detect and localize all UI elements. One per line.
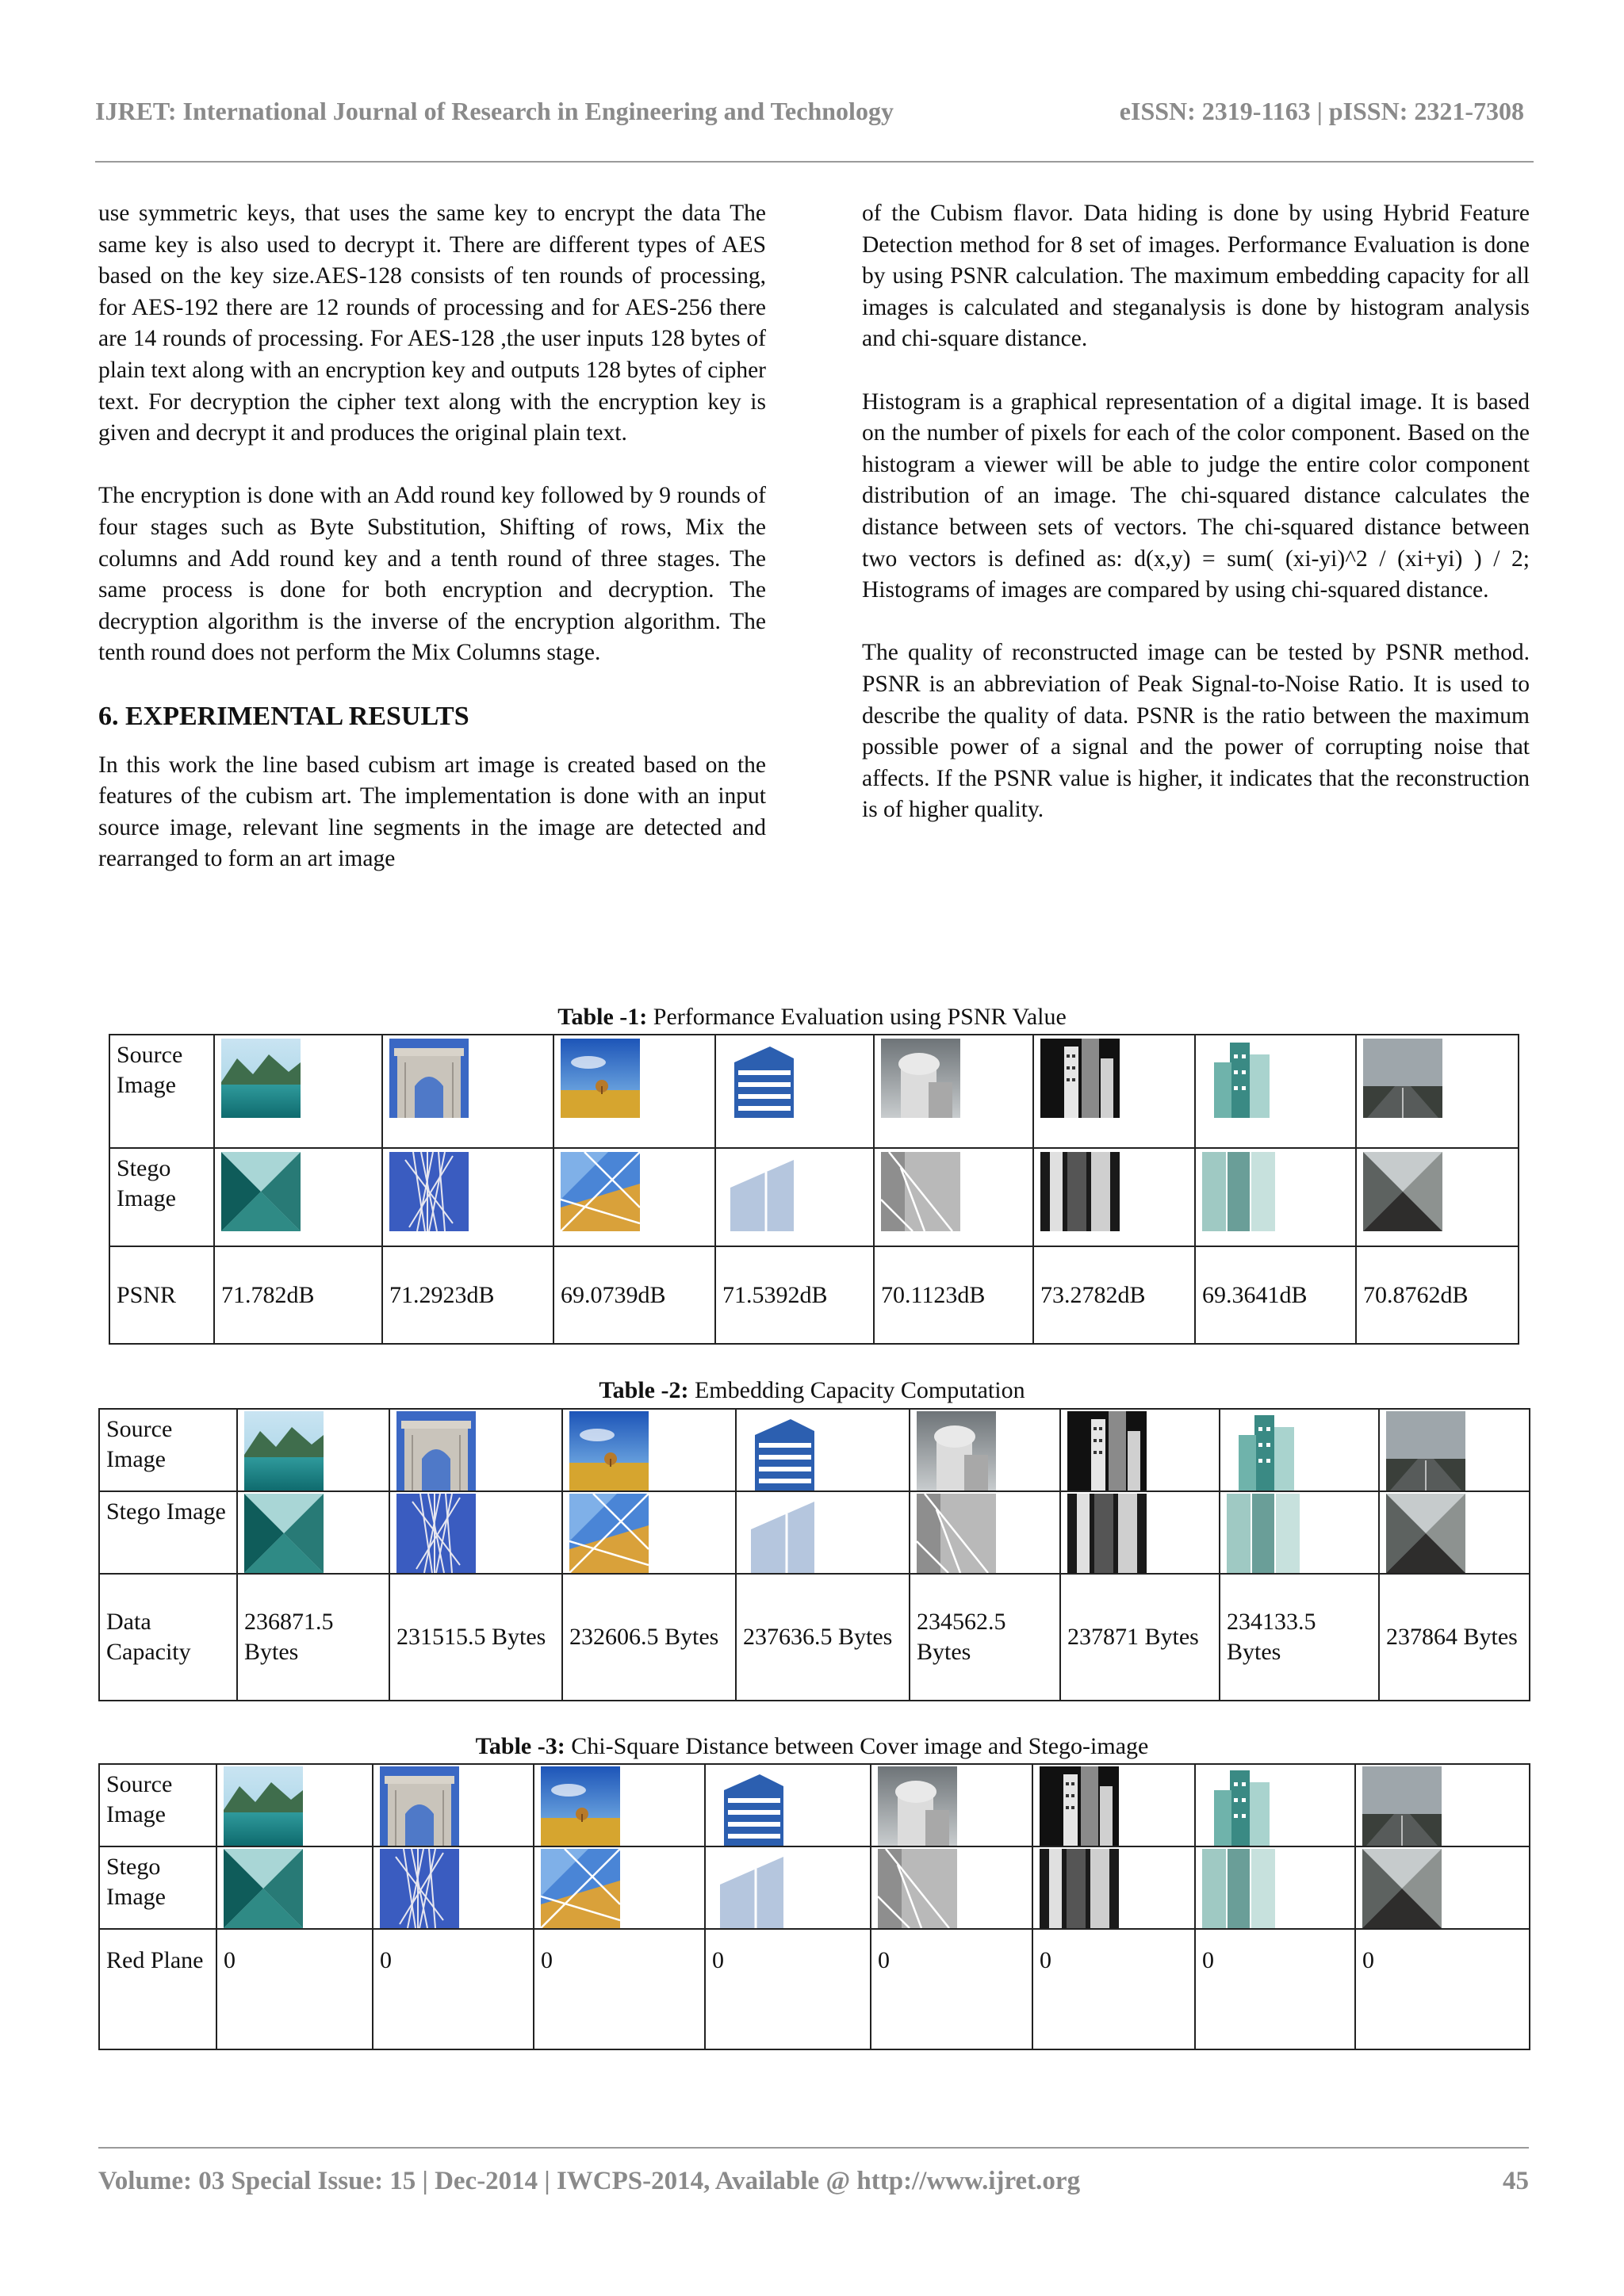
row-label: Source Image: [99, 1764, 216, 1846]
stego-image-field: [541, 1849, 620, 1928]
paragraph-aes-rounds: use symmetric keys, that uses the same key to encrypt the data The same key is also used to decrypt it. There are different types of AES based on the key size.AES-128 consists of ten rounds of processing, for AES-192 there are 12 rounds of processing and for AES-256 there are 14 rounds of processing. For AES-128 ,the user inputs 128 bytes of plain text along with an encryption key and outputs 128 bytes of cipher text. For decryption the cipher text along with the encryption key is given and decrypt it and produces the original plain text.: [98, 201, 766, 446]
capacity-value: 237864 Bytes: [1379, 1574, 1530, 1701]
table-row: [109, 1035, 1519, 1148]
stego-image-teal-tower: [1227, 1494, 1306, 1573]
capacity-value: 232606.5 Bytes: [562, 1574, 736, 1701]
paragraph-histogram: Histogram is a graphical representation of a digital image. It is based on the number of pixels for each of the color component. Based on the histogram a viewer will be able to judge the entire color component distribution of an image. The chi-squared distance calculates the distance between sets of vectors. The chi-squared distance between two vectors is defined as: d(x,y) = sum( (xi-yi)^2 / (xi+yi) ) / 2; Histograms of images are compared by using chi-squared distance.: [862, 388, 1530, 603]
psnr-value: 70.1123dB: [874, 1246, 1033, 1344]
stego-image-bw-tower: [1040, 1152, 1120, 1231]
stego-image-road: [1362, 1849, 1442, 1928]
source-image-field: [541, 1766, 620, 1846]
stego-image-bw-tower: [1067, 1494, 1147, 1573]
psnr-value: 71.782dB: [214, 1246, 382, 1344]
stego-image-lake: [224, 1849, 303, 1928]
section-heading: 6. EXPERIMENTAL RESULTS: [98, 701, 469, 731]
chi-square-value: 0: [373, 1929, 534, 2049]
source-image-teal-tower: [1227, 1411, 1306, 1490]
stego-image-arch: [380, 1849, 459, 1928]
stego-image-blue-building: [722, 1152, 802, 1231]
source-image-blue-building: [743, 1411, 822, 1490]
capacity-value: 237871 Bytes: [1060, 1574, 1220, 1701]
chi-square-value: 0: [871, 1929, 1032, 2049]
source-image-bw-tower: [1040, 1766, 1119, 1846]
row-label: Source Image: [99, 1409, 237, 1491]
volume-info: Volume: 03 Special Issue: 15 | Dec-2014 | IWCPS-2014, Available @ http://www.ijret.org: [98, 2167, 1081, 2195]
psnr-value: 71.5392dB: [715, 1246, 874, 1344]
stego-image-field: [561, 1152, 640, 1231]
table-row: [99, 1846, 1530, 1929]
table-row: [99, 1491, 1530, 1574]
stego-image-teal-tower: [1202, 1152, 1281, 1231]
stego-image-grey-building: [881, 1152, 960, 1231]
chi-square-value: 0: [1032, 1929, 1195, 2049]
table-1-caption: Table -1: Performance Evaluation using PSNR Value: [557, 1004, 1067, 1030]
table-row: [109, 1246, 1519, 1344]
page-number: 45: [1503, 2167, 1529, 2195]
capacity-value: 234133.5 Bytes: [1220, 1574, 1379, 1701]
source-image-field: [561, 1039, 640, 1118]
row-label: Stego Image: [109, 1148, 214, 1246]
capacity-value: 236871.5 Bytes: [237, 1574, 389, 1701]
source-image-lake: [221, 1039, 301, 1118]
stego-image-arch: [389, 1152, 469, 1231]
table-2-caption: Table -2: Embedding Capacity Computation: [599, 1377, 1025, 1403]
source-image-road: [1362, 1766, 1442, 1846]
stego-image-road: [1363, 1152, 1442, 1231]
source-image-road: [1363, 1039, 1442, 1118]
source-image-teal-tower: [1202, 1039, 1281, 1118]
source-image-blue-building: [722, 1039, 802, 1118]
header-rule: [95, 161, 1534, 163]
source-image-grey-building: [881, 1039, 960, 1118]
stego-image-arch: [396, 1494, 476, 1573]
stego-image-lake: [244, 1494, 324, 1573]
left-column: [98, 198, 766, 906]
source-image-arch: [396, 1411, 476, 1490]
stego-image-grey-building: [878, 1849, 957, 1928]
table-psnr: [109, 1034, 1519, 1345]
psnr-value: 69.3641dB: [1195, 1246, 1356, 1344]
row-label: Source Image: [109, 1035, 214, 1148]
footer-rule: [98, 2147, 1529, 2149]
stego-image-teal-tower: [1202, 1849, 1281, 1928]
source-image-teal-tower: [1202, 1766, 1281, 1846]
chi-square-value: 0: [1355, 1929, 1530, 2049]
stego-image-lake: [221, 1152, 301, 1231]
row-label: Red Plane: [99, 1929, 216, 2049]
row-label: Data Capacity: [99, 1574, 237, 1701]
source-image-bw-tower: [1040, 1039, 1120, 1118]
source-image-field: [569, 1411, 649, 1490]
chi-square-value: 0: [216, 1929, 373, 2049]
source-image-grey-building: [878, 1766, 957, 1846]
source-image-blue-building: [712, 1766, 791, 1846]
source-image-arch: [380, 1766, 459, 1846]
chi-square-value: 0: [705, 1929, 871, 2049]
psnr-value: 70.8762dB: [1356, 1246, 1519, 1344]
table-row: [99, 1409, 1530, 1491]
stego-image-field: [569, 1494, 649, 1573]
table-row: [109, 1148, 1519, 1246]
row-label: PSNR: [109, 1246, 214, 1344]
psnr-value: 69.0739dB: [553, 1246, 715, 1344]
chi-square-value: 0: [534, 1929, 705, 2049]
issn-info: eISSN: 2319-1163 | pISSN: 2321-7308: [1119, 97, 1524, 125]
journal-title: IJRET: International Journal of Research in Engineering and Technology: [95, 97, 894, 125]
table-capacity: [98, 1408, 1530, 1701]
table-chi-square: [98, 1763, 1530, 2050]
row-label: Stego Image: [99, 1491, 237, 1574]
capacity-value: 231515.5 Bytes: [389, 1574, 562, 1701]
capacity-value: 234562.5 Bytes: [910, 1574, 1060, 1701]
source-image-lake: [224, 1766, 303, 1846]
table-row: [99, 1574, 1530, 1701]
source-image-grey-building: [917, 1411, 996, 1490]
source-image-bw-tower: [1067, 1411, 1147, 1490]
capacity-value: 237636.5 Bytes: [736, 1574, 910, 1701]
source-image-road: [1386, 1411, 1465, 1490]
table-3-caption: Table -3: Chi-Square Distance between Cover image and Stego-image: [475, 1733, 1149, 1759]
table-row: [99, 1764, 1530, 1846]
source-image-arch: [389, 1039, 469, 1118]
row-label: Stego Image: [99, 1846, 216, 1929]
running-footer: [98, 2167, 1529, 2198]
chi-square-value: 0: [1195, 1929, 1355, 2049]
stego-image-grey-building: [917, 1494, 996, 1573]
right-column: [862, 198, 1530, 857]
paragraph-cubism: of the Cubism flavor. Data hiding is done by using Hybrid Feature Detection method for 8 set of images. Performance Evaluation is done by using PSNR calculation. The maximum embedding capacity for all images is calculated and steganalysis is done by histogram analysis and chi-square distance.: [862, 201, 1530, 352]
source-image-lake: [244, 1411, 324, 1490]
paragraph-encryption: The encryption is done with an Add round key followed by 9 rounds of four stages such as Byte Substitution, Shifting of rows, Mix the columns and Add round key and a tenth round of three stages. The same process is done for both encryption and decryption. The decryption algorithm is the inverse of the encryption algorithm. The tenth round does not perform the Mix Columns stage.: [98, 483, 766, 666]
psnr-value: 71.2923dB: [382, 1246, 553, 1344]
stego-image-blue-building: [743, 1494, 822, 1573]
stego-image-bw-tower: [1040, 1849, 1119, 1928]
paragraph-experimental: In this work the line based cubism art image is created based on the features of the cubism art. The implementation is done with an input source image, relevant line segments in the image are detected and rearranged to form an art image: [98, 752, 766, 872]
stego-image-blue-building: [712, 1849, 791, 1928]
stego-image-road: [1386, 1494, 1465, 1573]
running-header: [95, 97, 1524, 128]
paragraph-psnr: The quality of reconstructed image can be tested by PSNR method. PSNR is an abbreviation of Peak Signal-to-Noise Ratio. It is used to describe the quality of data. PSNR is the ratio between the maximum possible power of a signal and the power of corrupting noise that affects. If the PSNR value is higher, it indicates that the reconstruction is of higher quality.: [862, 640, 1530, 823]
psnr-value: 73.2782dB: [1033, 1246, 1195, 1344]
table-row: [99, 1929, 1530, 2049]
